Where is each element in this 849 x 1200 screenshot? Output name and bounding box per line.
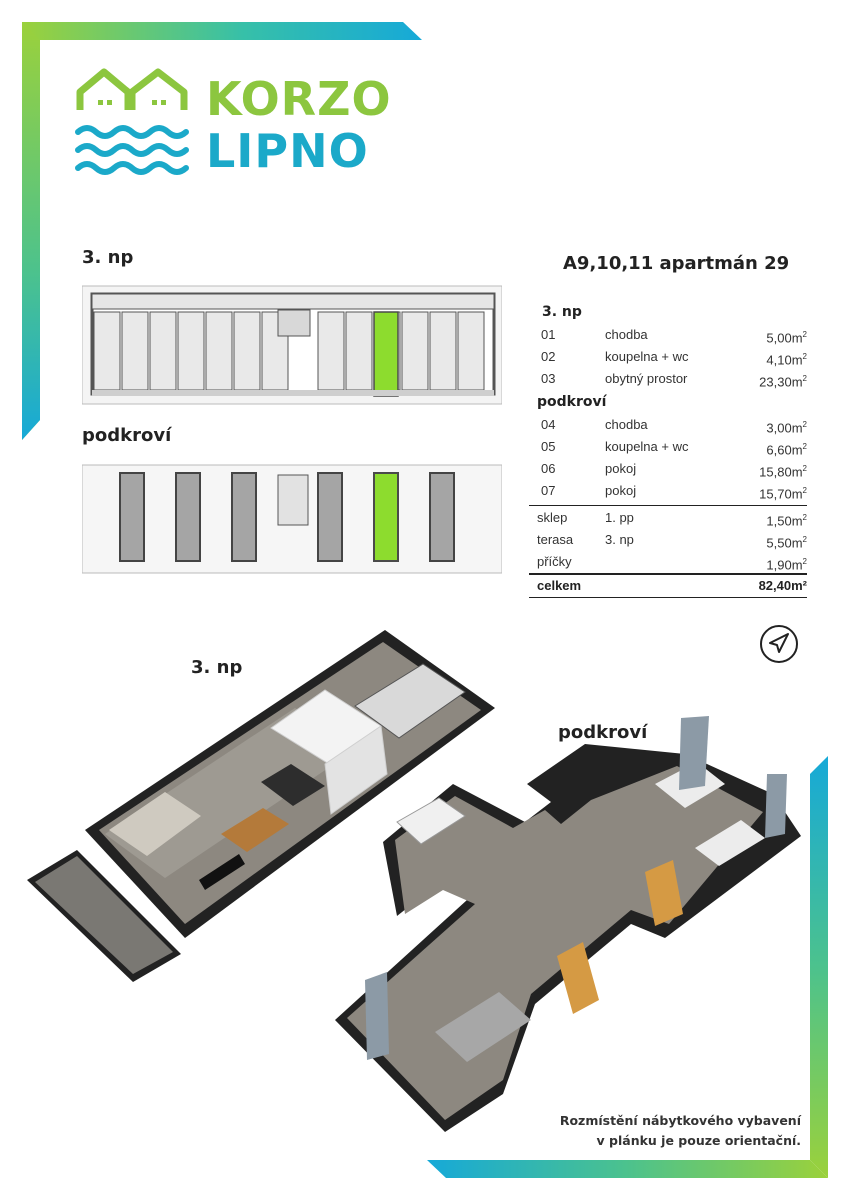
floor-plan-heading-attic: podkroví [82,425,172,446]
extra-label: sklep [537,510,568,525]
room-row [529,368,807,390]
room-number: 07 [541,483,556,498]
room-name: pokoj [605,483,637,498]
room-row [529,436,807,458]
logo-text-lipno: LIPNO [206,124,369,178]
plan-unit [402,312,428,390]
plan-unit [234,312,260,390]
total-area: 82,40m² [758,578,807,593]
room-name: pokoj [605,461,637,476]
furniture-disclaimer [501,1111,801,1151]
render-heading-3np: 3. np [191,657,243,678]
room-row [529,458,807,480]
area-value: 23,30m [759,374,803,390]
room-row [529,480,807,502]
apartment-3d-render [25,624,815,1144]
room-area [759,480,807,505]
plan-unit [176,473,200,561]
area-unit-superscript: 2 [802,535,807,544]
plan-unit [318,473,342,561]
plan-unit [430,473,454,561]
disclaimer-line-1: Rozmístění nábytkového vybavení [559,1113,801,1128]
area-value: 15,80m [759,464,803,480]
total-label: celkem [537,578,582,593]
area-unit-superscript: 2 [802,352,807,361]
room-name: koupelna + wc [605,349,689,364]
plan-unit [150,312,176,390]
plan-unit [318,312,344,390]
extra-location: 1. pp [605,510,634,525]
plan-unit [232,473,256,561]
extra-location: 3. np [605,532,634,547]
plan-unit [206,312,232,390]
section-heading-3np: 3. np [542,304,582,320]
area-unit-superscript: 2 [802,557,807,566]
room-area [766,551,807,576]
plan-unit [120,473,144,561]
plan-unit [346,312,372,390]
room-number: 06 [541,461,556,476]
room-name: obytný prostor [605,371,688,386]
room-name: chodba [605,417,648,432]
room-number: 02 [541,349,556,364]
room-number: 03 [541,371,556,386]
area-unit-superscript: 2 [802,464,807,473]
section-heading-attic: podkroví [537,394,607,410]
floor-attic-render [335,716,801,1132]
area-value: 4,10m [766,352,803,368]
room-number: 04 [541,417,556,432]
plan-unit [122,312,148,390]
extra-area-row [529,507,807,529]
extra-label: terasa [537,532,574,547]
area-value: 5,50m [766,535,803,551]
total-row [529,575,807,597]
area-unit-superscript: 2 [802,330,807,339]
area-unit-superscript: 2 [802,513,807,522]
highlighted-apartment-attic [374,473,398,561]
room-row [529,346,807,368]
houses-and-waves-logo [74,66,194,180]
area-value: 1,90m [766,557,803,573]
highlighted-apartment [374,312,398,396]
area-table [529,300,807,598]
area-unit-superscript: 2 [802,486,807,495]
room-name: chodba [605,327,648,342]
plan-unit [430,312,456,390]
extra-area-row [529,529,807,551]
area-value: 6,60m [766,442,803,458]
area-value: 15,70m [759,486,803,502]
disclaimer-line-2: v plánku je pouze orientační. [596,1133,801,1148]
divider-bottom [529,597,807,598]
render-heading-attic: podkroví [558,722,648,743]
area-value: 5,00m [766,330,803,346]
extra-area-row [529,551,807,573]
room-area [759,368,807,393]
area-unit-superscript: 2 [802,442,807,451]
building-plan-3np [82,284,502,406]
room-number: 05 [541,439,556,454]
building-plan-attic [82,463,502,575]
room-number: 01 [541,327,556,342]
area-unit-superscript: 2 [802,420,807,429]
area-unit-superscript: 2 [802,374,807,383]
floor-plan-heading-3np: 3. np [82,247,134,268]
room-row [529,414,807,436]
area-value: 3,00m [766,420,803,436]
plan-unit [94,312,120,390]
plan-unit [178,312,204,390]
extra-label: příčky [537,554,572,569]
area-value: 1,50m [766,513,803,529]
room-row [529,324,807,346]
page-title: A9,10,11 apartmán 29 [563,253,790,274]
plan-unit [458,312,484,390]
room-name: koupelna + wc [605,439,689,454]
logo-text-korzo: KORZO [206,72,392,126]
